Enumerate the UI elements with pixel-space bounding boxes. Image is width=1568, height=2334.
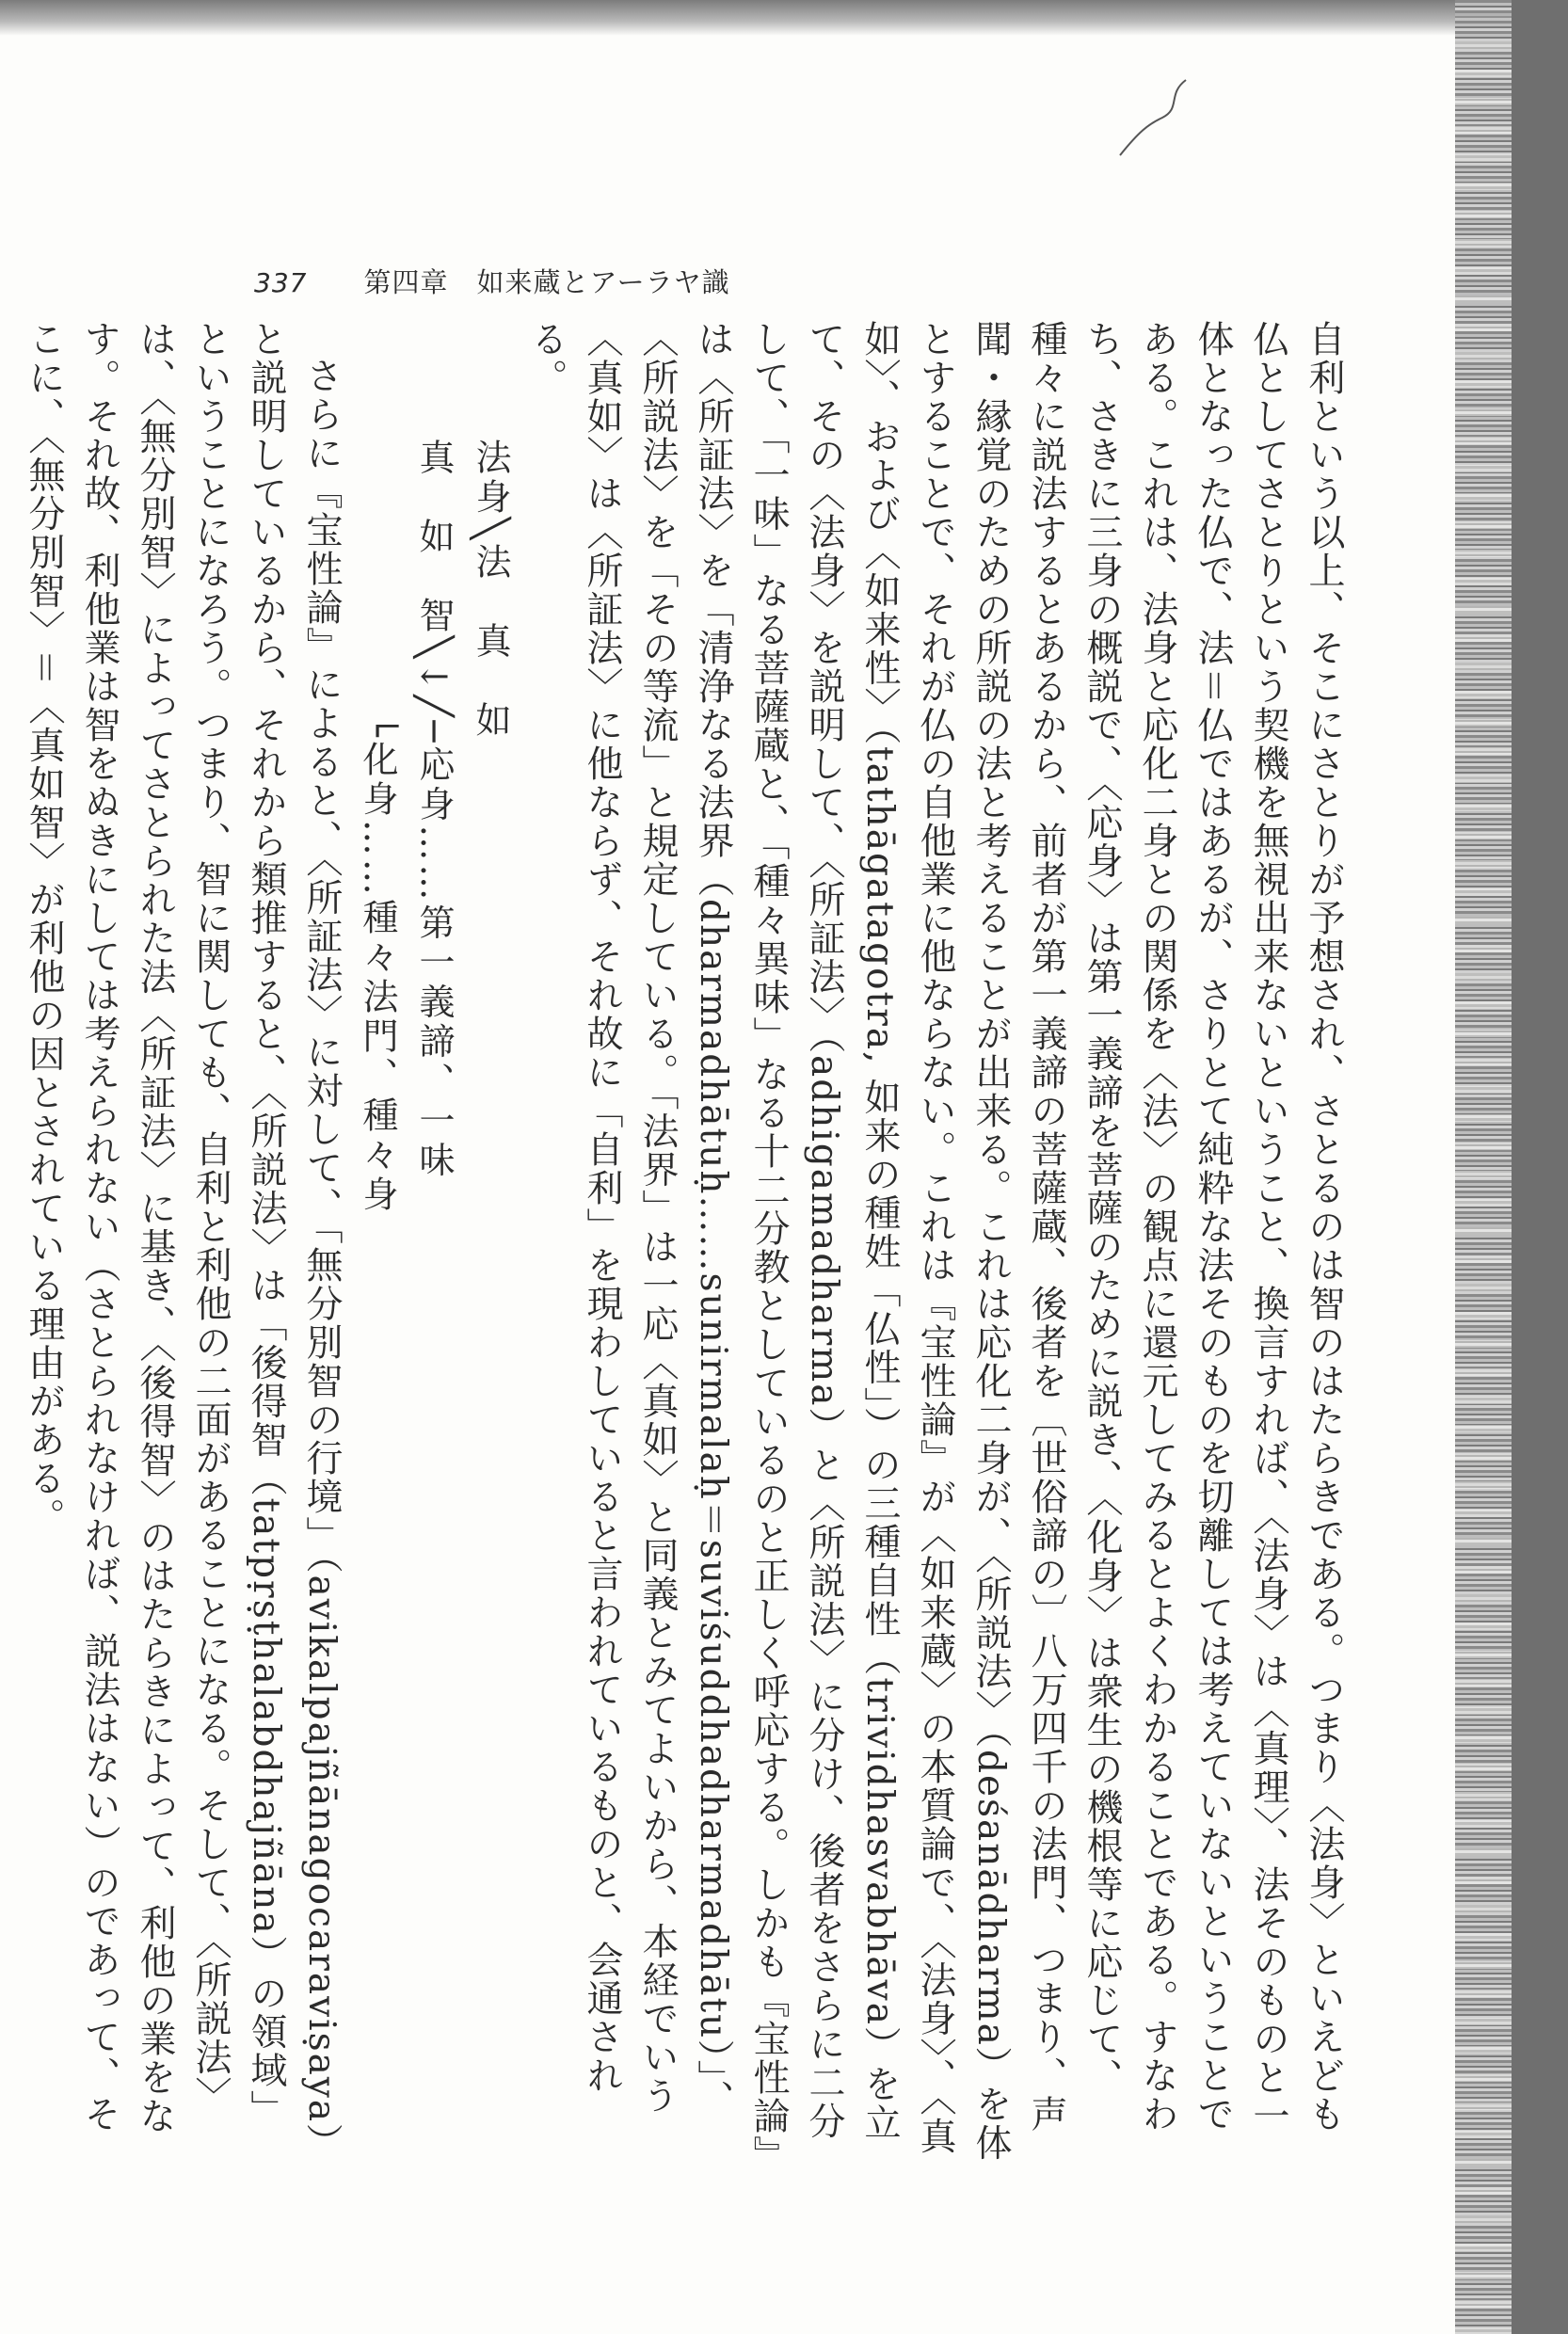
scan-edge-dark xyxy=(1512,0,1568,2334)
three-body-diagram xyxy=(349,320,519,1215)
stray-pen-mark xyxy=(1111,75,1214,160)
page-top-shadow xyxy=(0,0,1568,36)
paragraph: さらに『宝性論』によると、〈所証法〉に対して、「無分別智の行境」（avikalpajñānagocaraviṣaya）と説明しているから、それから類推すると、〈所説法〉は「後得智（tatpṛṣṭhalabdhajñāna）の領域」ということになろう。つまり、智に関しても、自利と利他の二面があることになる。そして、〈所説法〉は、〈無分別智〉によってさとられた法〈所証法〉に基き、〈後得智〉のはたらきによって、利他の業をなす。それ故、利他業は智をぬきにしては考えられない（さとられなければ、説法はない）のであって、そこに、〈無分別智〉＝〈真如智〉が利他の因とされている理由がある。 xyxy=(23,320,343,2163)
chapter-title: 第四章 如来蔵とアーラヤ識 xyxy=(363,266,730,298)
diagram-line: 法身╲法 真 如 xyxy=(470,320,511,741)
diagram-line: └化身……種々法門、種々身 xyxy=(357,320,398,1215)
running-header xyxy=(254,262,730,300)
diagram-line: 真 如 智╲↓╱─応身……第一義諦、一味 xyxy=(413,320,455,1181)
page-number: 337 xyxy=(254,267,308,298)
vertical-text-body xyxy=(23,320,1352,2165)
paragraph: 自利という以上、そこにさとりが予想され、さとるのは智のはたらきである。つまり〈法身〉といえども仏としてさとりという契機を無視出来ないということ、換言すれば、〈法身〉は〈真理〉、法そのものと一体となった仏で、法＝仏ではあるが、さりとて純粋な法そのものを切離しては考えていないということである。これは、法身と応化二身との関係を〈法〉の観点に還元してみるとよくわかることである。すなわち、さきに三身の概説で、〈応身〉は第一義諦を菩薩のために説き、〈化身〉は衆生の機根等に応じて、種々に説法するとあるから、前者が第一義諦の菩薩蔵、後者を〔世俗諦の〕八万四千の法門、つまり、声聞・縁覚のための所説の法と考えることが出来る。これは応化二身が、〈所説法〉（deśanādharma）を体とすることで、それが仏の自他業に他ならない。これは『宝性論』が〈如来蔵〉の本質論で、〈法身〉、〈真如〉、および〈如来性〉（tathāgatagotra, 如来の種姓「仏性」）の三種自性（trividhasvabhāva）を立て、その〈法身〉を説明して、〈所証法〉（adhigamadharma）と〈所説法〉に分け、後者をさらに二分して、「一味」なる菩薩蔵と、「種々異味」なる十二分教としているのと正しく呼応する。しかも『宝性論』は〈所証法〉を「清浄なる法界（dharmadhātuḥ……sunirmalaḥ＝suviśuddhadharmadhātu）」、〈所説法〉を「その等流」と規定している。「法界」は一応〈真如〉と同義とみてよいから、本経でいう〈真如〉は〈所証法〉に他ならず、それ故に「自利」を現わしていると言われているものと、会通される。 xyxy=(525,320,1345,2163)
